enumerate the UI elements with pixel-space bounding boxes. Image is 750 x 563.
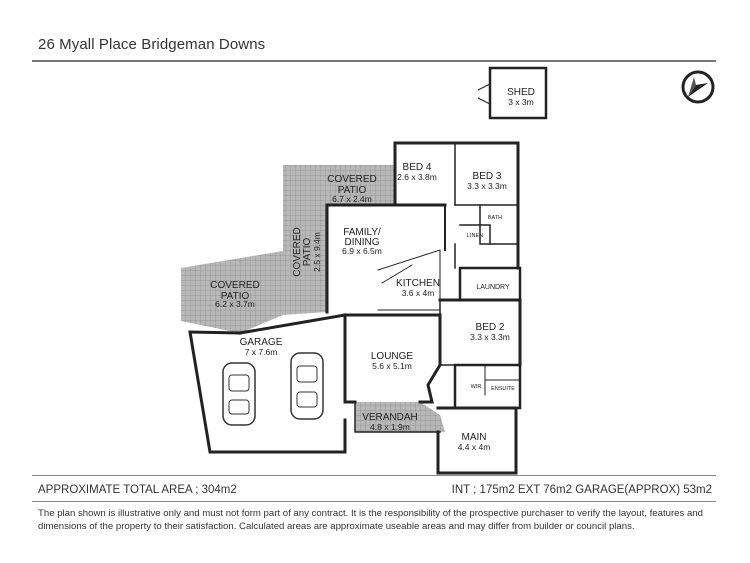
main-bedroom-dimensions: 4.4 x 4m — [457, 442, 491, 452]
ensuite-label: ENSUITE — [491, 386, 515, 392]
svg-text:PATIO: PATIO — [302, 237, 313, 267]
disclaimer-text: The plan shown is illustrative only and must not form part of any contract. It is the responsibility of the prospective purchaser to verify the layout, features and dimensions of the property to their satisfaction. Calculated areas are approximate useable areas and may differ from builder or council plans. — [38, 508, 703, 532]
verandah-dimensions: 4.8 x 1.9m — [370, 422, 410, 432]
svg-text:COVERED: COVERED — [292, 227, 303, 277]
covered-patio-side-dimensions: 2.5 x 9.4m — [312, 232, 322, 272]
summary-divider-bottom — [32, 501, 716, 502]
laundry-label: LAUNDRY — [476, 284, 510, 291]
bath-label: BATH — [487, 215, 503, 221]
shed-block — [478, 68, 546, 118]
lounge-dimensions: 5.6 x 5.1m — [372, 361, 412, 371]
car-icon — [223, 363, 255, 425]
family-dining-dimensions: 6.9 x 6.5m — [342, 246, 382, 256]
main-bedroom-label: MAIN — [461, 432, 487, 443]
covered-patio-left-label: COVERED PATIO — [210, 280, 260, 302]
total-area: APPROXIMATE TOTAL AREA ; 304m2 — [38, 484, 237, 496]
verandah-label: VERANDAH — [362, 412, 418, 423]
garage-dimensions: 7 x 7.6m — [244, 347, 278, 357]
bed2-dimensions: 3.3 x 3.3m — [470, 332, 510, 342]
shed-dimensions: 3 x 3m — [508, 97, 534, 107]
area-breakdown: INT ; 175m2 EXT 76m2 GARAGE(APPROX) 53m2 — [451, 484, 712, 496]
car-icon — [291, 353, 323, 419]
shed-label: SHED — [507, 87, 535, 98]
bed3-label: BED 3 — [472, 171, 502, 182]
bed3-dimensions: 3.3 x 3.3m — [467, 181, 507, 191]
bed4-label: BED 4 — [402, 162, 432, 173]
bed2-label: BED 2 — [475, 322, 505, 333]
linen-label: LINEN — [466, 233, 484, 239]
family-dining-label: FAMILY/ DINING — [343, 227, 381, 248]
bed4-dimensions: 2.6 x 3.8m — [397, 172, 437, 182]
lounge-label: LOUNGE — [370, 351, 414, 362]
covered-patio-left-dimensions: 6.2 x 3.7m — [215, 299, 255, 309]
summary-divider-top — [32, 475, 716, 476]
covered-patio-top-dimensions: 6.7 x 2.4m — [332, 194, 372, 204]
covered-patio-top-label: COVERED PATIO — [327, 174, 377, 196]
compass-icon — [683, 72, 713, 102]
kitchen-label: KITCHEN — [396, 278, 440, 289]
kitchen-dimensions: 3.6 x 4m — [401, 288, 435, 298]
wir-label: WIR — [470, 384, 482, 390]
garage-label: GARAGE — [239, 337, 283, 348]
page-title: 26 Myall Place Bridgeman Downs — [38, 36, 266, 53]
